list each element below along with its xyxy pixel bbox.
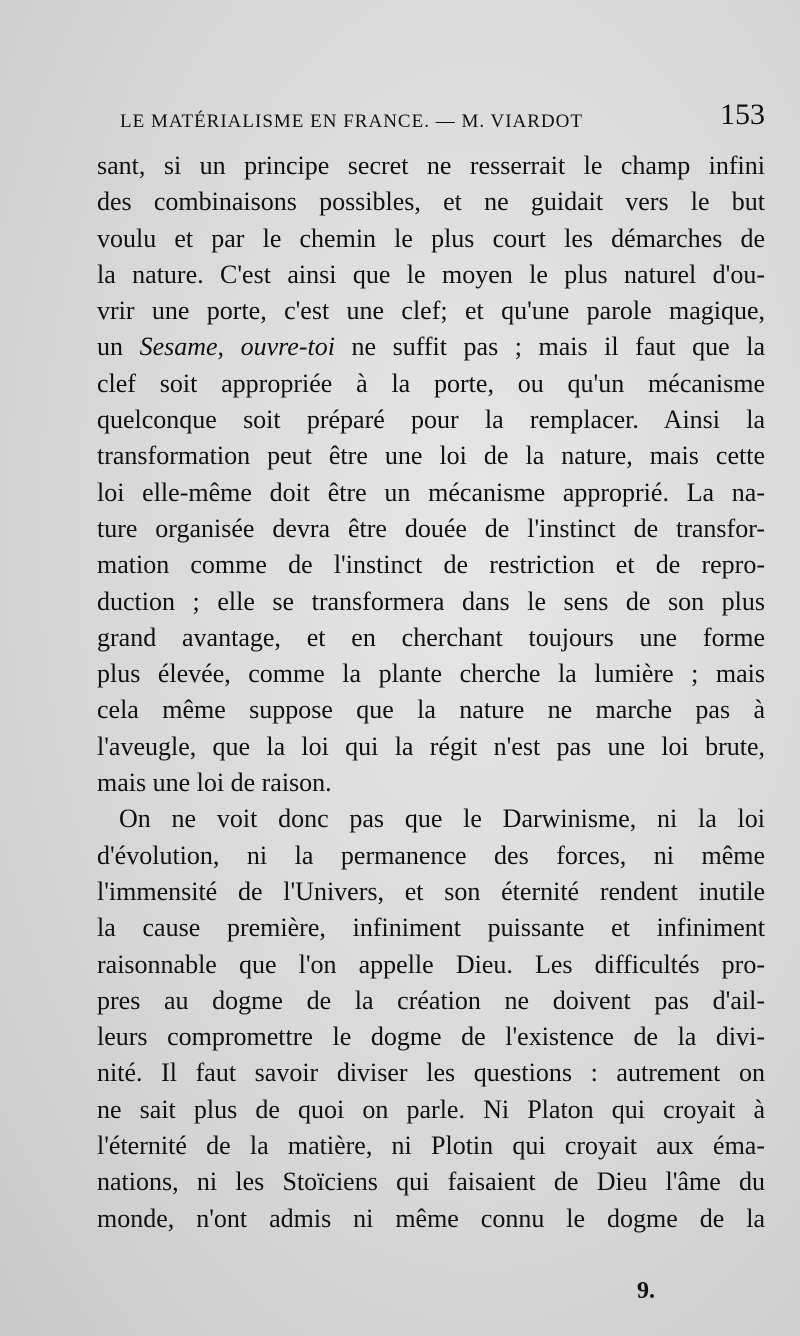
text-line: duction ; elle se transformera dans le sens de son plus — [97, 586, 765, 616]
body-text — [97, 148, 765, 1237]
text-line: plus élevée, comme la plante cherche la lumière ; mais — [97, 659, 765, 689]
text-line: grand avantage, et en cherchant toujours une forme — [97, 622, 765, 652]
text-line: monde, n'ont admis ni même connu le dogme de la — [97, 1203, 765, 1233]
page-number: 153 — [720, 98, 765, 131]
text-line: nité. Il faut savoir diviser les questions : autrement on — [97, 1058, 765, 1088]
text-line-with-italic — [97, 329, 765, 365]
text-line: d'évolution, ni la permanence des forces, ni même — [97, 840, 765, 870]
text-line: nations, ni les Stoïciens qui faisaient de Dieu l'âme du — [97, 1167, 765, 1197]
text-line: la nature. C'est ainsi que le moyen le plus naturel d'ou- — [97, 259, 765, 289]
text-line: mation comme de l'instinct de restriction et de repro- — [97, 550, 765, 580]
text-line: quelconque soit préparé pour la remplacer. Ainsi la — [97, 405, 765, 435]
text-line: On ne voit donc pas que le Darwinisme, ni la loi — [119, 804, 765, 834]
text-line: sant, si un principe secret ne resserrait le champ infini — [97, 151, 765, 180]
text-line: ne sait plus de quoi on parle. Ni Platon qui croyait à — [97, 1094, 765, 1124]
text-run: ne suffit pas ; mais il faut que la — [334, 332, 765, 362]
text-line: l'immensité de l'Univers, et son éternité rendent inutile — [97, 876, 765, 906]
text-line: ture organisée devra être douée de l'instinct de transfor- — [97, 513, 765, 543]
signature-mark: 9. — [637, 1278, 655, 1304]
text-line: vrir une porte, c'est une clef; et qu'une parole magique, — [97, 296, 765, 326]
text-line: clef soit appropriée à la porte, ou qu'un mécanisme — [97, 368, 765, 398]
text-line: mais une loi de raison. — [97, 768, 332, 798]
text-line: loi elle-même doit être un mécanisme approprié. La na- — [97, 477, 765, 507]
text-line: l'aveugle, que la loi qui la régit n'est pas une loi brute, — [97, 731, 765, 761]
italic-phrase: Sesame, ouvre-toi — [139, 332, 335, 362]
text-line: transformation peut être une loi de la nature, mais cette — [97, 441, 765, 471]
text-line: cela même suppose que la nature ne marche pas à — [97, 695, 765, 725]
text-line: la cause première, infiniment puissante et infiniment — [97, 913, 765, 943]
running-title: LE MATÉRIALISME EN FRANCE. — M. VIARDOT — [120, 111, 583, 132]
text-line: voulu et par le chemin le plus court les démarches de — [97, 223, 765, 253]
text-line: des combinaisons possibles, et ne guidait vers le but — [97, 187, 765, 217]
text-line: leurs compromettre le dogme de l'existence de la divi- — [97, 1022, 765, 1052]
text-run: un — [97, 332, 140, 362]
page-header — [120, 98, 765, 138]
text-line: raisonnable que l'on appelle Dieu. Les difficultés pro- — [97, 949, 765, 979]
text-line: l'éternité de la matière, ni Plotin qui croyait aux éma- — [97, 1131, 765, 1161]
text-line: pres au dogme de la création ne doivent pas d'ail- — [97, 985, 765, 1015]
